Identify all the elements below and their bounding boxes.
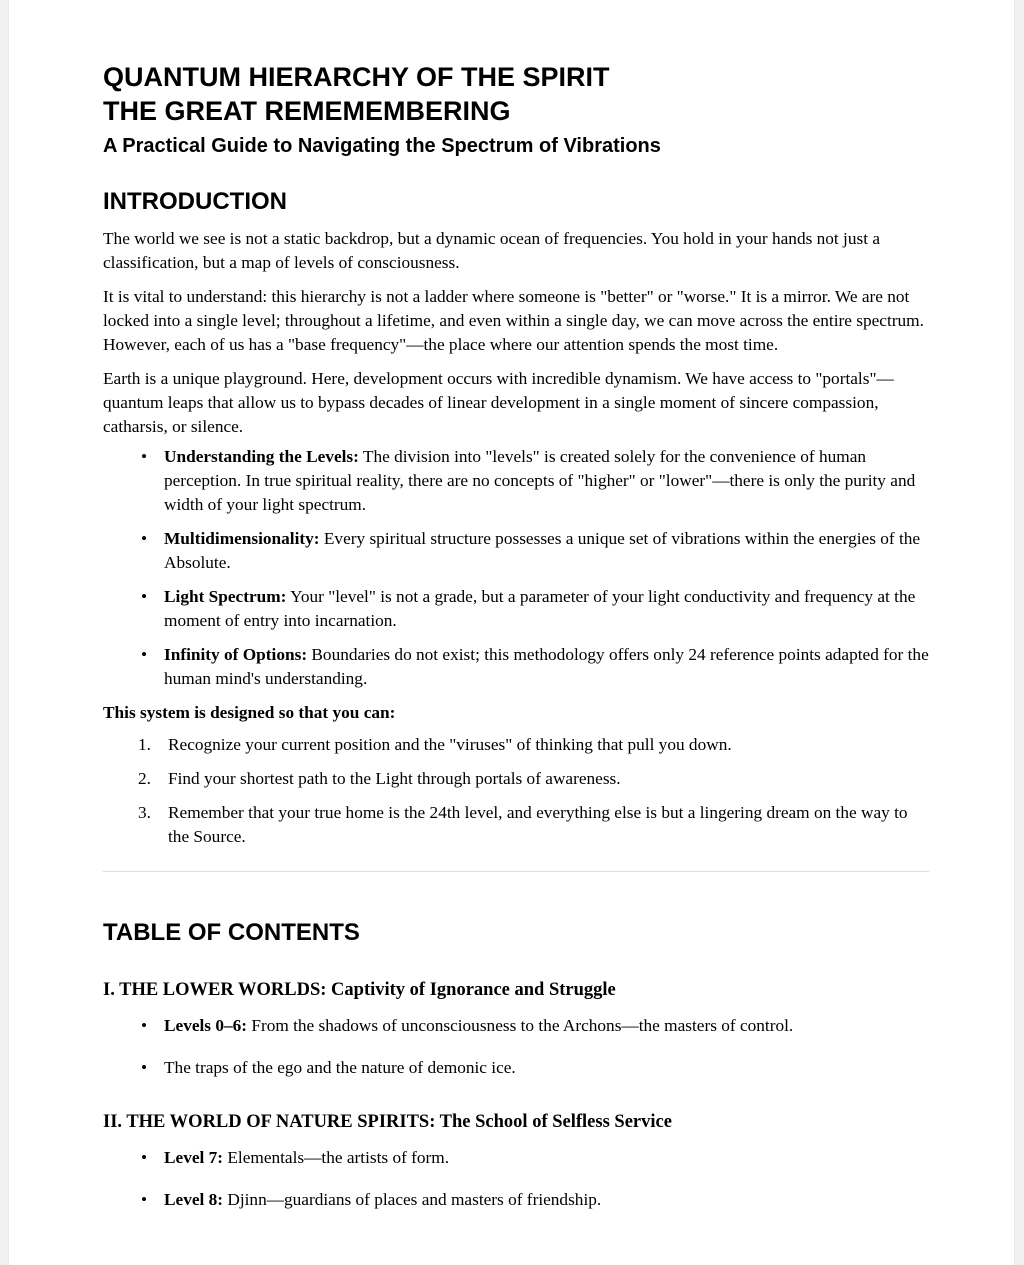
intro-paragraph-1: The world we see is not a static backdrop, but a dynamic ocean of frequencies. You hold in your hands not just a classification, but a map of levels of consciousness. [103,229,880,272]
toc-item [164,1014,929,1038]
bullet-text: The division into "levels" is created solely for the convenience of human perception. In true spiritual reality, there are no concepts of "higher" or "lower"—there is only the purity and width of your light spectrum. [164,447,916,514]
toc-item-lead: Level 8: [164,1190,224,1209]
numbered-item: Remember that your true home is the 24th level, and everything else is but a lingering dream on the way to the Source. [168,803,908,846]
toc-item-text: Elementals—the artists of form. [223,1148,450,1167]
toc-item-lead: Levels 0–6: [164,1016,248,1035]
bullet-lead: Understanding the Levels: [164,447,359,466]
bullet-text: Every spiritual structure possesses a unique set of vibrations within the energies of the Absolute. [164,529,921,572]
designed-heading: This system is designed so that you can: [103,703,396,722]
doc-title-line1: QUANTUM HIERARCHY OF THE SPIRIT [103,62,610,92]
toc-item [164,1188,929,1212]
intro-paragraph-3: Earth is a unique playground. Here, development occurs with incredible dynamism. We have access to "portals"—quantum leaps that allow us to bypass decades of linear development in a single moment of sincere compassion, catharsis, or silence. [103,369,894,436]
bullet-item [164,585,929,633]
toc-section-1-list [103,1014,929,1080]
bullet-lead: Infinity of Options: [164,645,308,664]
section-divider [103,871,929,872]
doc-title [103,60,929,128]
bullet-item [164,643,929,691]
doc-subtitle: A Practical Guide to Navigating the Spectrum of Vibrations [103,135,661,157]
toc-item-text: From the shadows of unconsciousness to the Archons—the masters of control. [247,1016,794,1035]
doc-title-line2: THE GREAT REMEMEMBERING [103,96,511,126]
toc-item-text: Djinn—guardians of places and masters of friendship. [223,1190,602,1209]
section-heading-toc: TABLE OF CONTENTS [103,919,360,946]
toc-section-2-title: II. THE WORLD OF NATURE SPIRITS: The School of Selfless Service [103,1112,672,1132]
bullet-item [164,445,929,517]
numbered-item: Recognize your current position and the "viruses" of thinking that pull you down. [168,735,732,754]
bullet-text: Your "level" is not a grade, but a parameter of your light conductivity and frequency at the moment of entry into incarnation. [164,587,916,630]
toc-item-lead: Level 7: [164,1148,224,1167]
intro-paragraph-2: It is vital to understand: this hierarchy is not a ladder where someone is "better" or "worse." It is a mirror. We are not locked into a single level; throughout a lifetime, and even within a single day, we can move across the entire spectrum. However, each of us has a "base frequency"—the place where our attention spends the most time. [103,287,924,354]
page-content [9,0,1014,1260]
bullet-item [164,527,929,575]
toc-item [164,1056,929,1080]
bullet-lead: Light Spectrum: [164,587,287,606]
document-page [8,0,1015,1265]
intro-numbered-list [103,733,929,849]
toc-section-2-list [103,1146,929,1212]
toc-item [164,1146,929,1170]
intro-bullet-list [103,445,929,691]
section-heading-introduction: INTRODUCTION [103,188,287,215]
toc-section-1-title: I. THE LOWER WORLDS: Captivity of Ignorance and Struggle [103,980,616,1000]
bullet-text: Boundaries do not exist; this methodology offers only 24 reference points adapted for the human mind's understanding. [164,645,929,688]
numbered-item: Find your shortest path to the Light through portals of awareness. [168,769,621,788]
toc-item-text: The traps of the ego and the nature of demonic ice. [164,1058,516,1077]
bullet-lead: Multidimensionality: [164,529,320,548]
